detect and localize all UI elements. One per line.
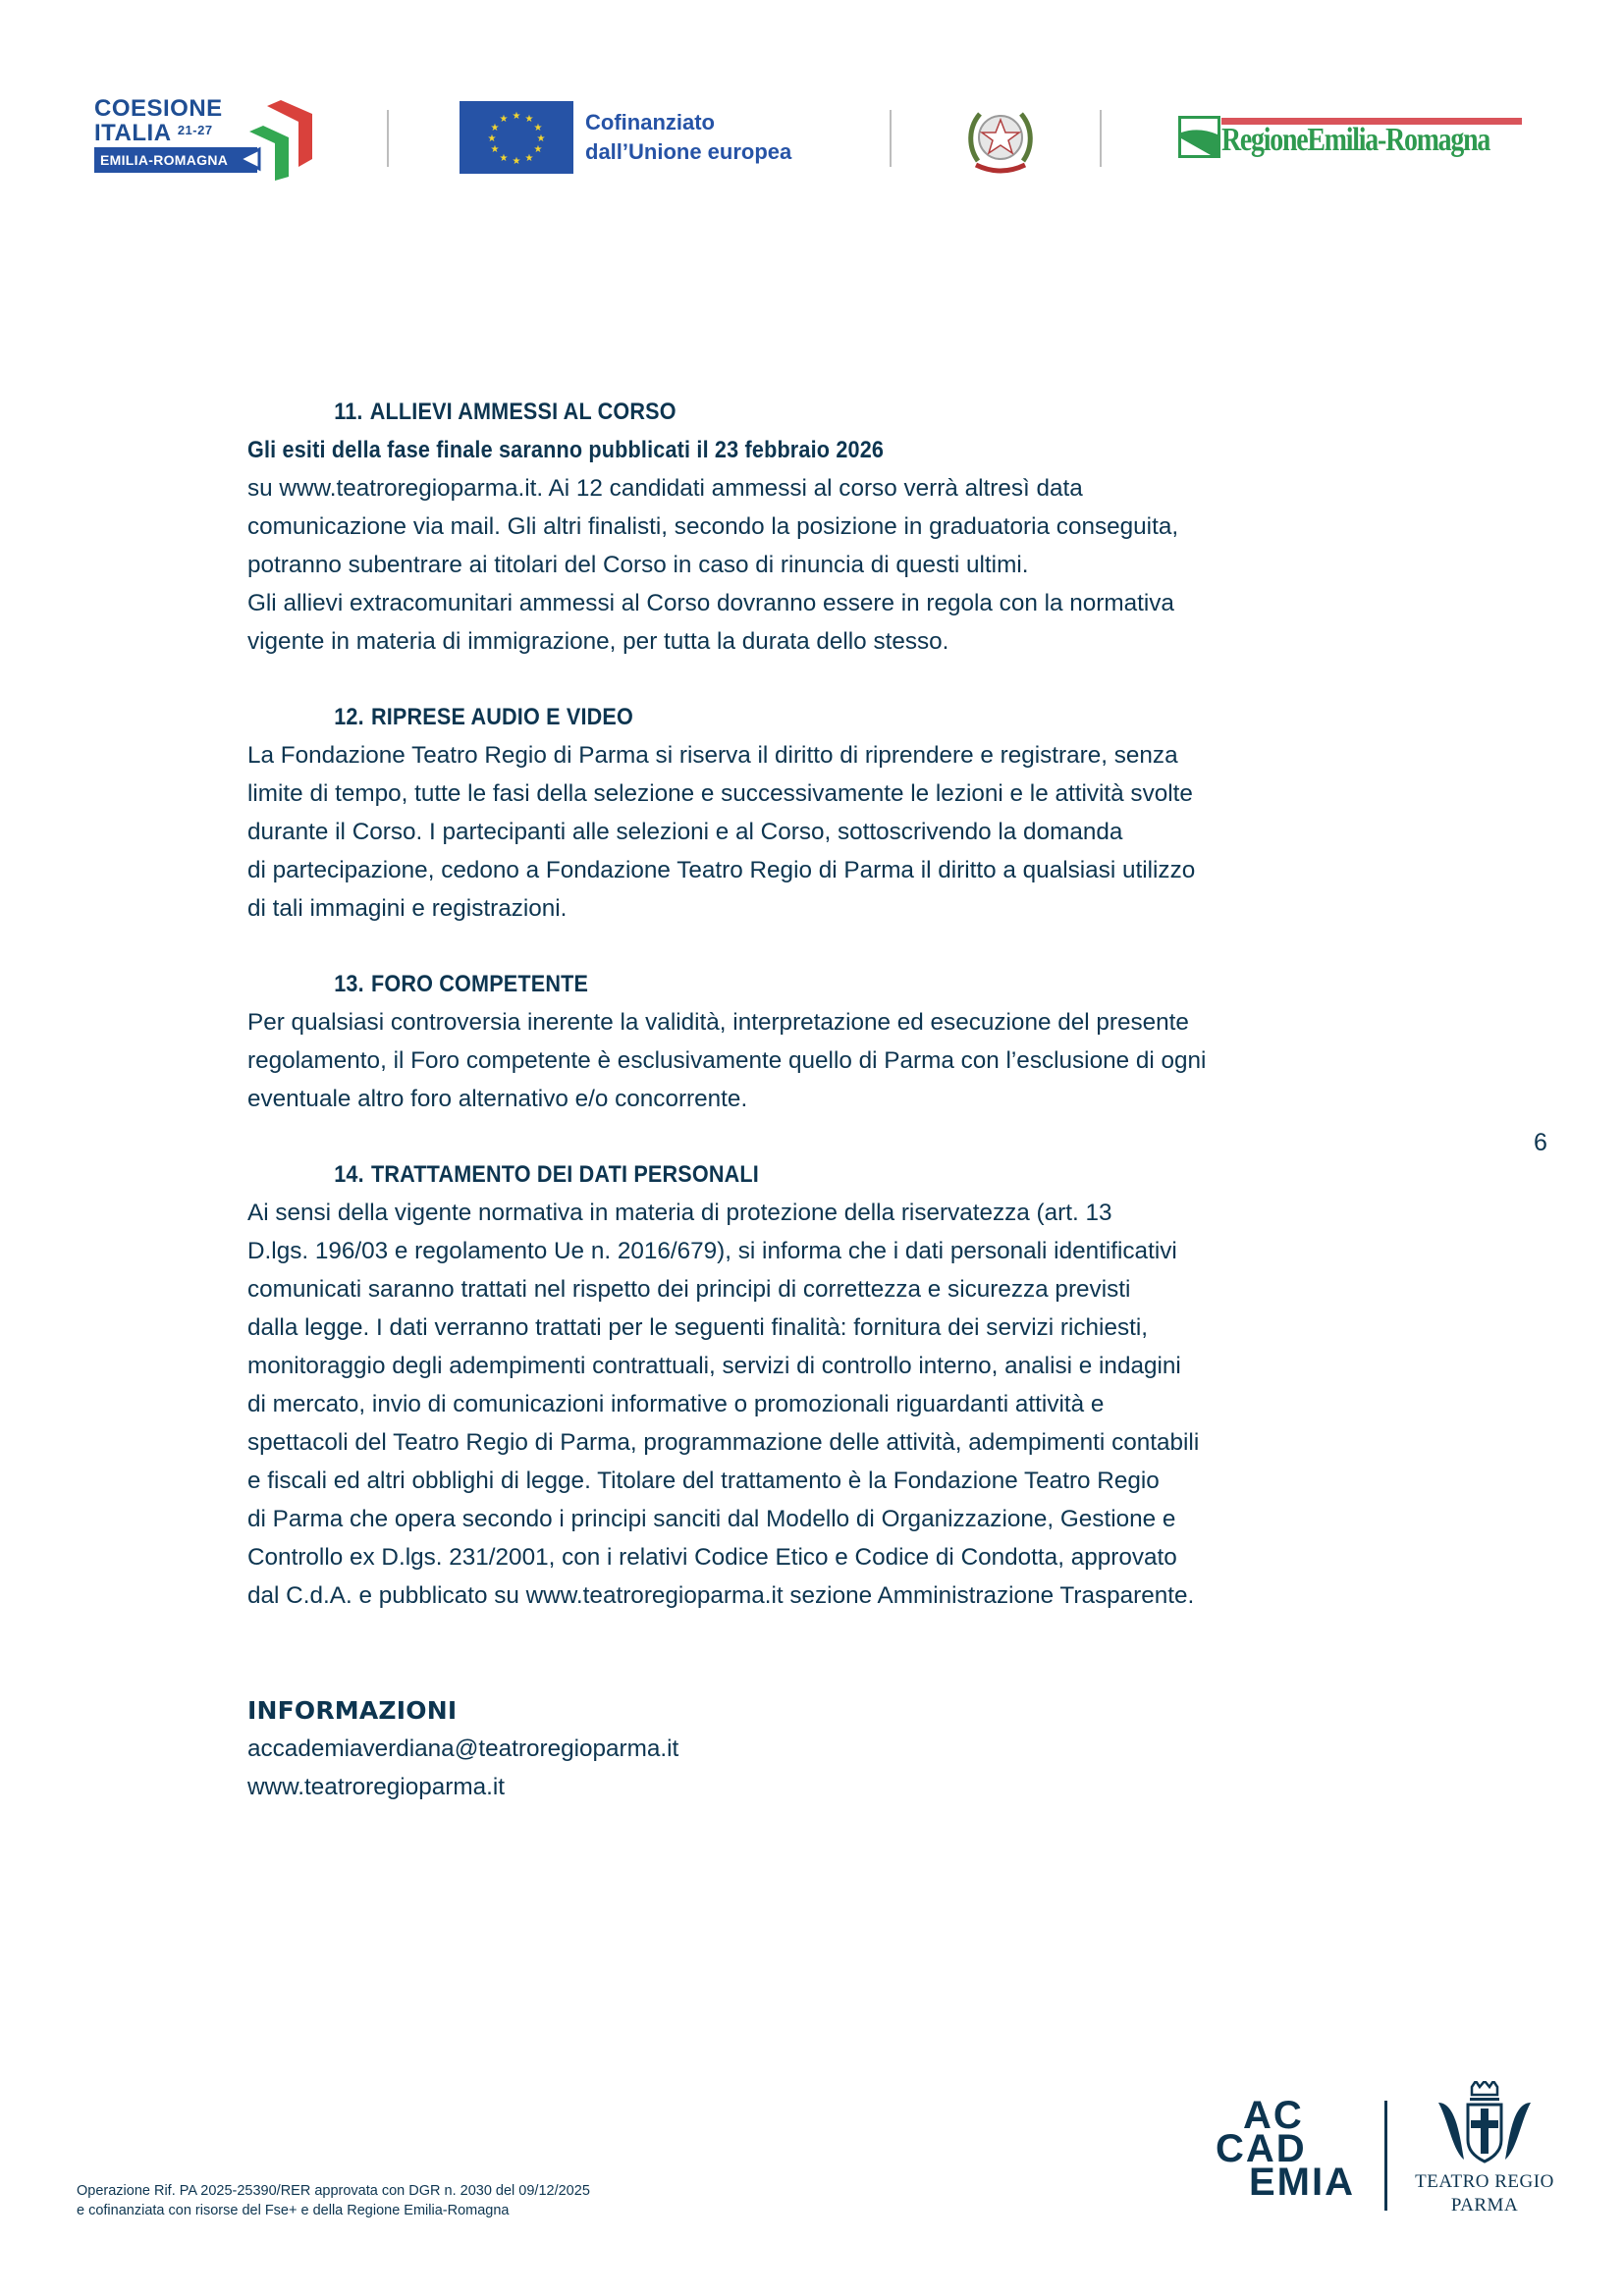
section-12 <box>247 698 1406 928</box>
paragraph-line: monitoraggio degli adempimenti contrattuali, servizi di controllo interno, analisi e indagini <box>247 1353 1181 1379</box>
section-number: 13. <box>334 971 364 997</box>
paragraph-line: vigente in materia di immigrazione, per tutta la durata dello stesso. <box>247 628 949 655</box>
italian-republic-emblem-icon <box>966 102 1035 181</box>
teatro-regio-line2: PARMA <box>1450 2195 1519 2216</box>
paragraph-line: dalla legge. I dati verranno trattati per le seguenti finalità: fornitura dei servizi richiesti, <box>247 1314 1149 1341</box>
svg-text:★: ★ <box>512 156 521 167</box>
page-number: 6 <box>1534 1129 1547 1156</box>
paragraph-line: comunicazione via mail. Gli altri finalisti, secondo la posizione in graduatoria conseguita, <box>247 513 1179 540</box>
document-body <box>247 393 1406 1806</box>
paragraph-line: di tali immagini e registrazioni. <box>247 895 568 922</box>
section-heading <box>247 698 1290 736</box>
paragraph-line: dal C.d.A. e pubblicato su www.teatroregioparma.it sezione Amministrazione Trasparente. <box>247 1582 1195 1609</box>
paragraph-line: regolamento, il Foro competente è esclusivamente quello di Parma con l’esclusione di ogni <box>247 1047 1207 1074</box>
svg-text:★: ★ <box>533 123 543 133</box>
section-heading <box>247 393 1290 431</box>
paragraph-line: di partecipazione, cedono a Fondazione Teatro Regio di Parma il diritto a qualsiasi utilizzo <box>247 857 1196 883</box>
paragraph-line: Ai sensi della vigente normativa in materia di protezione della riservatezza (art. 13 <box>247 1200 1112 1226</box>
eu-line2: dall’Unione europea <box>585 139 792 164</box>
eu-cofinanced-text <box>585 108 791 167</box>
section-number: 11. <box>334 399 363 425</box>
svg-text:★: ★ <box>487 133 497 144</box>
section-title: RIPRESE AUDIO E VIDEO <box>370 704 634 730</box>
footer-funding-note <box>77 2181 590 2220</box>
paragraph-line: eventuale altro foro alternativo e/o concorrente. <box>247 1086 748 1112</box>
section-heading <box>247 1155 1290 1194</box>
paragraph-line: di Parma che opera secondo i principi sanciti dal Modello di Organizzazione, Gestione e <box>247 1506 1176 1532</box>
footer-note-line1: Operazione Rif. PA 2025-25390/RER approvata con DGR n. 2030 del 09/12/2025 <box>77 2183 590 2199</box>
paragraph-line: comunicati saranno trattati nel rispetto dei principi di correttezza e sicurezza previsti <box>247 1276 1131 1303</box>
section-heading <box>247 965 1290 1003</box>
paragraph-line: durante il Corso. I partecipanti alle selezioni e al Corso, sottoscrivendo la domanda <box>247 819 1123 845</box>
coesione-region-band: EMILIA-ROMAGNA <box>94 147 257 173</box>
svg-text:★: ★ <box>490 144 500 155</box>
paragraph-line: Per qualsiasi controversia inerente la validità, interpretazione ed esecuzione del presente <box>247 1009 1189 1036</box>
accademia-line3: EMIA <box>1249 2161 1355 2204</box>
info-section <box>247 1691 1406 1806</box>
section-title: FORO COMPETENTE <box>370 971 589 997</box>
region-logo-map-icon <box>1178 116 1220 158</box>
coesione-arrows-icon <box>240 98 318 181</box>
paragraph-line: su www.teatroregioparma.it. Ai 12 candidati ammessi al corso verrà altresì data <box>247 475 1083 502</box>
teatro-regio-crest-icon <box>1431 2081 1539 2165</box>
info-website-link[interactable]: www.teatroregioparma.it <box>247 1774 505 1800</box>
svg-text:★: ★ <box>524 114 534 125</box>
paragraph-line: D.lgs. 196/03 e regolamento Ue n. 2016/679), si informa che i dati personali identificativi <box>247 1238 1177 1264</box>
paragraph-line: limite di tempo, tutte le fasi della selezione e successivamente le lezioni e le attività svolte <box>247 780 1193 807</box>
paragraph-line: Gli allievi extracomunitari ammessi al Corso dovranno essere in regola con la normativa <box>247 590 1174 616</box>
section-14 <box>247 1155 1406 1615</box>
header-divider <box>387 110 389 167</box>
section-number: 14. <box>334 1161 364 1188</box>
svg-text:★: ★ <box>490 123 500 133</box>
section-13 <box>247 965 1406 1118</box>
svg-text:★: ★ <box>533 144 543 155</box>
svg-text:★: ★ <box>499 114 509 125</box>
eu-line1: Cofinanziato <box>585 110 715 134</box>
svg-text:★: ★ <box>524 153 534 164</box>
section-11 <box>247 393 1406 661</box>
section-title: TRATTAMENTO DEI DATI PERSONALI <box>370 1161 759 1188</box>
paragraph-line: di mercato, invio di comunicazioni informative o promozionali riguardanti attività e <box>247 1391 1105 1417</box>
header-divider <box>1100 110 1102 167</box>
paragraph-line: La Fondazione Teatro Regio di Parma si riserva il diritto di riprendere e registrare, senza <box>247 742 1178 769</box>
paragraph-line: Controllo ex D.lgs. 231/2001, con i relativi Codice Etico e Codice di Condotta, approvato <box>247 1544 1177 1571</box>
paragraph-line: potranno subentrare ai titolari del Corso in caso di rinuncia di questi ultimi. <box>247 552 1029 578</box>
coesione-italia-logo <box>94 95 320 183</box>
section-number: 12. <box>334 704 364 730</box>
accademia-logo <box>1216 2094 1355 2204</box>
teatro-regio-line1: TEATRO REGIO <box>1415 2171 1554 2192</box>
info-email-link[interactable]: accademiaverdiana@teatroregioparma.it <box>247 1735 679 1762</box>
svg-text:★: ★ <box>512 111 521 122</box>
section-title: ALLIEVI AMMESSI AL CORSO <box>369 399 677 425</box>
eu-flag-icon <box>460 101 573 174</box>
paragraph-line: e fiscali ed altri obblighi di legge. Titolare del trattamento è la Fondazione Teatro Regio <box>247 1468 1160 1494</box>
accademia-line1: AC <box>1243 2094 1304 2137</box>
svg-text:★: ★ <box>536 133 546 144</box>
footer-logo-divider <box>1384 2101 1387 2211</box>
coesione-italia: ITALIA <box>94 120 171 146</box>
info-title: INFORMAZIONI <box>247 1696 458 1725</box>
svg-text:★: ★ <box>499 153 509 164</box>
regione-emilia-romagna-logo <box>1178 116 1542 175</box>
accademia-line2: CAD <box>1216 2127 1307 2170</box>
paragraph-line: spettacoli del Teatro Regio di Parma, programmazione delle attività, adempimenti contabili <box>247 1429 1200 1456</box>
header-divider <box>890 110 892 167</box>
footer-note-line2: e cofinanziata con risorse del Fse+ e della Regione Emilia-Romagna <box>77 2203 510 2218</box>
section-subheading: Gli esiti della fase finale saranno pubblicati il 23 febbraio 2026 <box>247 437 885 463</box>
coesione-years: 21-27 <box>177 123 213 137</box>
coesione-line1: COESIONE <box>94 95 223 122</box>
region-logo-text: RegioneEmilia-Romagna <box>1221 122 1490 158</box>
teatro-regio-parma-logo <box>1406 2081 1563 2217</box>
